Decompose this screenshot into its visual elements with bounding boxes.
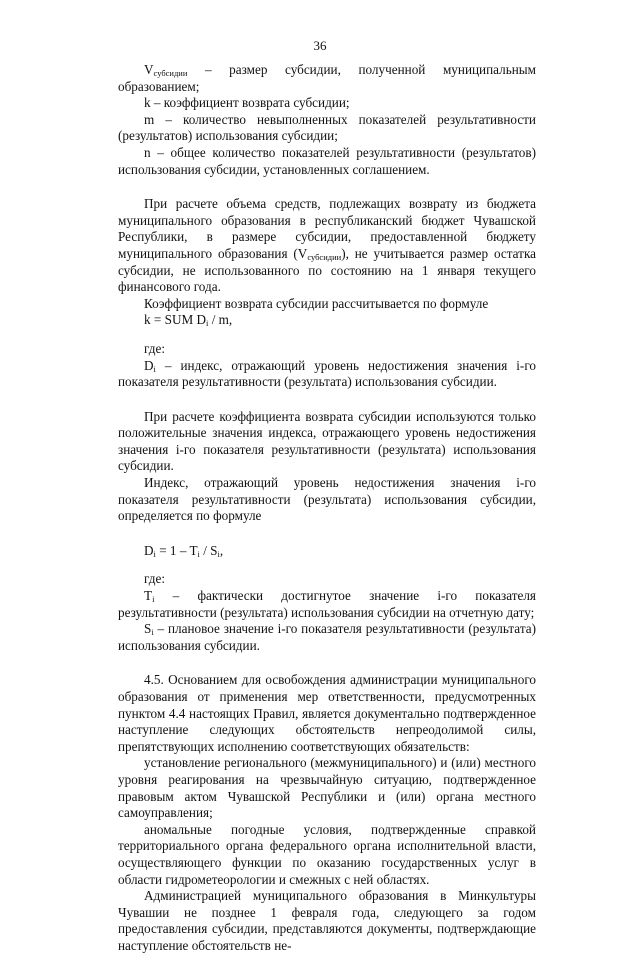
paragraph-positive-values: При расчете коэффициента возврата субсидии используются только положительные значения индекса, отражающего уровень недостижения значения i-го показателя результативности (результата) использования субсидии. — [118, 408, 536, 474]
symbol-t-subscript: i — [152, 594, 155, 605]
paragraph-admin-documents: Администрацией муниципального образования в Минкультуры Чувашии не позднее 1 февраля года, следующего за годом предоставления субсидии, представляются документы, подтверждающие наступление обстоятельств не- — [118, 888, 536, 953]
definition-d — [118, 358, 536, 391]
formula-d-subscript: i — [153, 548, 156, 559]
paragraph-return-subscript: субсидии — [307, 251, 342, 262]
page-number: 36 — [313, 38, 327, 53]
formula-d-symbol: D — [144, 542, 154, 558]
formula-d-slash: / S — [199, 542, 218, 558]
where-label-1: где: — [144, 340, 165, 356]
definition-v-text: – размер субсидии, полученной муниципальным образованием; — [118, 62, 536, 94]
definition-n: n – общее количество показателей результативности (результатов) использования субсидии, установленных соглашением. — [118, 144, 536, 177]
formula-k-subscript: i — [206, 318, 209, 329]
coefficient-intro: Коэффициент возврата субсидии рассчитывается по формуле — [144, 295, 489, 311]
definition-v — [118, 62, 536, 95]
formula-t-subscript: i — [197, 548, 200, 559]
definition-t — [118, 588, 536, 621]
paragraph-index-formula: Индекс, отражающий уровень недостижения значения i-го показателя результативности (результата) использования субсидии, определяется по формуле — [118, 475, 536, 524]
formula-d-end: , — [219, 542, 224, 558]
paragraph-return-text-after: ), не учитывается размер остатка субсидии, не использованного по состоянию на 1 января текущего финансового года. — [118, 245, 537, 295]
symbol-d-subscript: i — [153, 363, 156, 374]
formula-k-after: / m, — [208, 312, 233, 328]
section-4-5: 4.5. Основанием для освобождения администрации муниципального образования от применения мер ответственности, предусмотренных пунктом 4.4 настоящих Правил, является документально подтвержденное наступление следующих обстоятельств непреодолимой силы, препятствующих исполнению соответствующих обязательств: — [118, 672, 536, 754]
item-emergency: установление регионального (межмуниципального) и (или) местного уровня реагирования на чрезвычайную ситуацию, подтвержденное правовым актом Чувашской Республики и (или) органа местного самоуправления; — [118, 755, 536, 821]
formula-k — [118, 312, 536, 329]
where-label-2: где: — [144, 571, 165, 587]
paragraph-return-text-before: При расчете объема средств, подлежащих возврату из бюджета муниципального образования в республиканский бюджет Чувашской Республики, в размере субсидии, предоставленной бюджету муниципального образования (V — [118, 196, 536, 261]
definition-d-text: – индекс, отражающий уровень недостижения значения i-го показателя результативности (результата) использования субсидии. — [118, 357, 536, 390]
symbol-v-subscript: субсидии — [153, 68, 188, 78]
definition-s-text: – плановое значение i-го показателя результативности (результата) использования субсидии. — [118, 621, 536, 653]
document-body — [118, 62, 536, 955]
symbol-v: V — [144, 62, 154, 77]
definition-m: m – количество невыполненных показателей результативности (результатов) использования субсидии; — [118, 111, 536, 144]
definition-k: k – коэффициент возврата субсидии; — [144, 95, 350, 111]
formula-d-mid: = 1 – T — [155, 542, 198, 558]
paragraph-return-calculation — [118, 196, 536, 296]
item-weather: аномальные погодные условия, подтвержденные справкой территориального органа федерального органа исполнительной власти, осуществляющего функции по оказанию государственных услуг в области гидрометеорологии и смежных с ней областях. — [118, 821, 536, 887]
symbol-d: D — [144, 357, 154, 373]
symbol-s-subscript: i — [151, 627, 154, 638]
formula-k-before: k = SUM D — [144, 312, 207, 328]
symbol-s: S — [144, 621, 152, 637]
definition-s — [118, 621, 536, 654]
definition-t-text: – фактически достигнутое значение i-го показателя результативности (результата) использования субсидии на отчетную дату; — [118, 588, 536, 620]
formula-s-subscript: i — [217, 548, 220, 559]
symbol-t: T — [144, 588, 153, 604]
formula-d — [118, 543, 536, 560]
